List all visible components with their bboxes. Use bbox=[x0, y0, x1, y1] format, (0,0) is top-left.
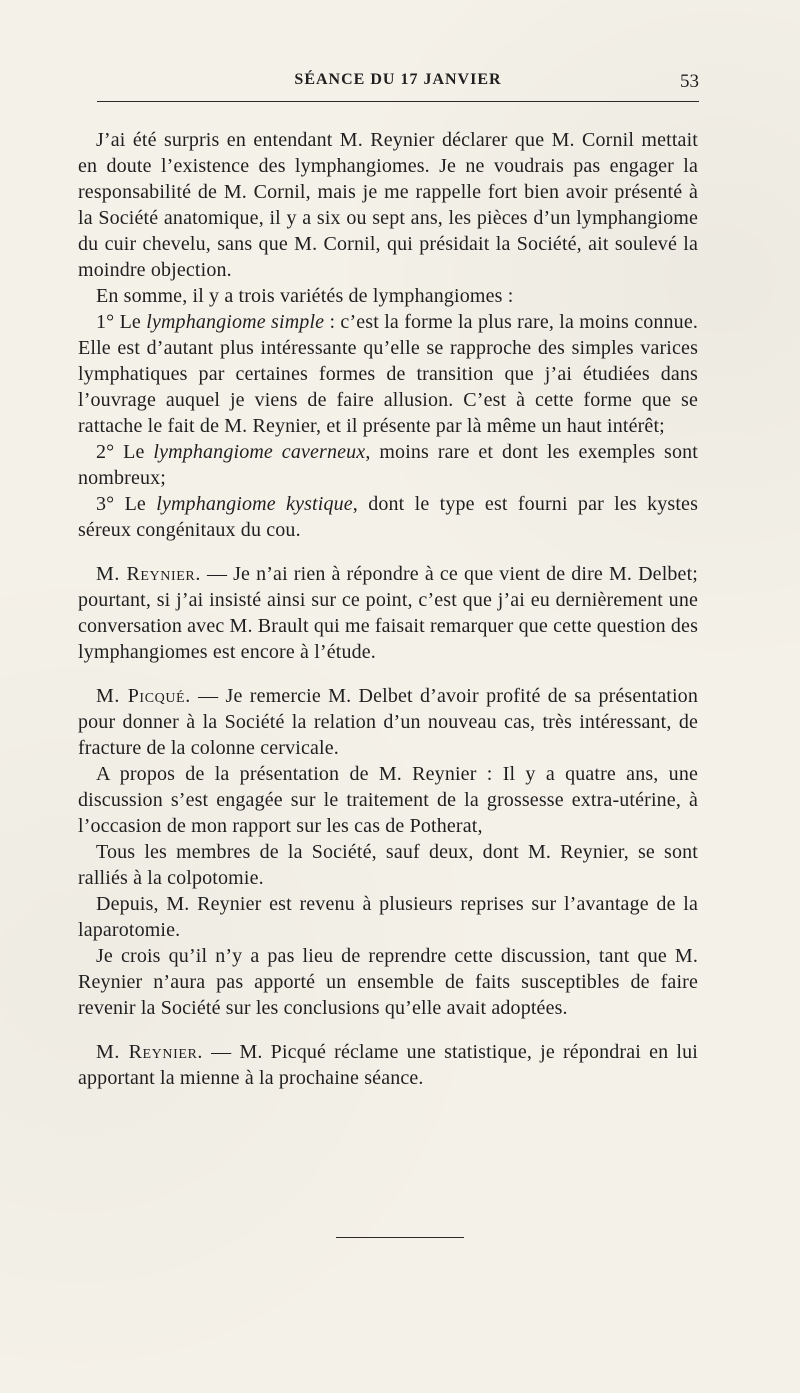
paragraph-suffix: : c’est la forme la plus rare, la moins connue. Elle est d’autant plus intéressante qu’elle se rapproche des simples varices lymphatiques par certaines formes de transition que j’ai étudiées dans l’ouvrage auquel je viens de faire allusion. C’est à cette forme que se rattache le fait de M. Reynier, et il présente par là même un haut intérêt; bbox=[78, 311, 698, 437]
paragraph-cavernous-lymphangioma bbox=[78, 439, 698, 491]
paragraph-followup bbox=[78, 891, 698, 943]
section-gap bbox=[78, 543, 698, 561]
paragraph-suffix: , dont le type est fourni par les kystes séreux congénitaux du cou. bbox=[78, 493, 698, 541]
paragraph-text: En somme, il y a trois variétés de lymphangiomes : bbox=[96, 285, 514, 307]
paragraph-italic: lymphangiome caverneux bbox=[153, 441, 366, 463]
section-gap bbox=[78, 665, 698, 683]
section-gap bbox=[78, 1021, 698, 1039]
dialogue-text: — M. Picqué réclame une statistique, je répondrai en lui apportant la mienne à la prochaine séance. bbox=[78, 1041, 698, 1089]
dialogue-text: — Je n’ai rien à répondre à ce que vient de dire M. Delbet; pourtant, si j’ai insisté ainsi sur ce point, c’est que j’ai eu dernièrement une conversation avec M. Brault qui me faisait remarquer que cette question des lymphangiomes est encore à l’étude. bbox=[78, 563, 698, 663]
paragraph-prefix: 3° Le bbox=[96, 493, 157, 515]
dialogue-closing bbox=[78, 1039, 698, 1091]
paragraph-text: Je crois qu’il n’y a pas lieu de reprendre cette discussion, tant que M. Reynier n’aura pas apporté un ensemble de faits susceptibles de faire revenir la Société sur les conclusions qu’elle avait adoptées. bbox=[78, 945, 698, 1019]
page-title: SÉANCE DU 17 JANVIER bbox=[294, 71, 502, 88]
paragraph-followup bbox=[78, 761, 698, 839]
dialogue-picque bbox=[78, 683, 698, 761]
paragraph-text: Depuis, M. Reynier est revenu à plusieurs reprises sur l’avantage de la laparotomie. bbox=[78, 893, 698, 941]
paragraph-suffix: , moins rare et dont les exemples sont nombreux; bbox=[78, 441, 698, 489]
paragraph-followup bbox=[78, 943, 698, 1021]
speaker-name: M. Reynier. bbox=[96, 563, 201, 585]
paragraph-simple-lymphangioma bbox=[78, 309, 698, 439]
paragraph-text: A propos de la présentation de M. Reynier : Il y a quatre ans, une discussion s’est engagée sur le traitement de la grossesse extra-utérine, à l’occasion de mon rapport sur les cas de Potherat, bbox=[78, 763, 698, 837]
paragraph-opening bbox=[78, 127, 698, 283]
paragraph-cystic-lymphangioma bbox=[78, 491, 698, 543]
paragraph-text: J’ai été surpris en entendant M. Reynier déclarer que M. Cornil mettait en doute l’existence des lymphangiomes. Je ne voudrais pas engager la responsabilité de M. Cornil, mais je me rappelle fort bien avoir présenté à la Société anatomique, il y a six ou sept ans, les pièces d’un lymphangiome du cuir chevelu, sans que M. Cornil, qui présidait la Société, ait soulevé la moindre objection. bbox=[78, 129, 698, 281]
body-text bbox=[78, 127, 698, 1091]
paragraph-prefix: 1° Le bbox=[96, 311, 147, 333]
running-head bbox=[97, 71, 699, 99]
speaker-name: M. Picqué. bbox=[96, 685, 191, 707]
paragraph-summary bbox=[78, 283, 698, 309]
page-number: 53 bbox=[680, 71, 699, 92]
paragraph-followup bbox=[78, 839, 698, 891]
dialogue-reynier bbox=[78, 561, 698, 665]
speaker-name: M. Reynier. bbox=[96, 1041, 204, 1063]
paragraph-prefix: 2° Le bbox=[96, 441, 154, 463]
paragraph-italic: lymphangiome simple bbox=[146, 311, 325, 333]
dialogue-text: — Je remercie M. Delbet d’avoir profité de sa présentation pour donner à la Société la relation d’un nouveau cas, très intéressant, de fracture de la colonne cervicale. bbox=[78, 685, 698, 759]
header-rule bbox=[97, 101, 699, 102]
end-rule bbox=[336, 1237, 464, 1238]
paragraph-text: Tous les membres de la Société, sauf deux, dont M. Reynier, se sont ralliés à la colpotomie. bbox=[78, 841, 698, 889]
paragraph-italic: lymphangiome kystique bbox=[156, 493, 353, 515]
